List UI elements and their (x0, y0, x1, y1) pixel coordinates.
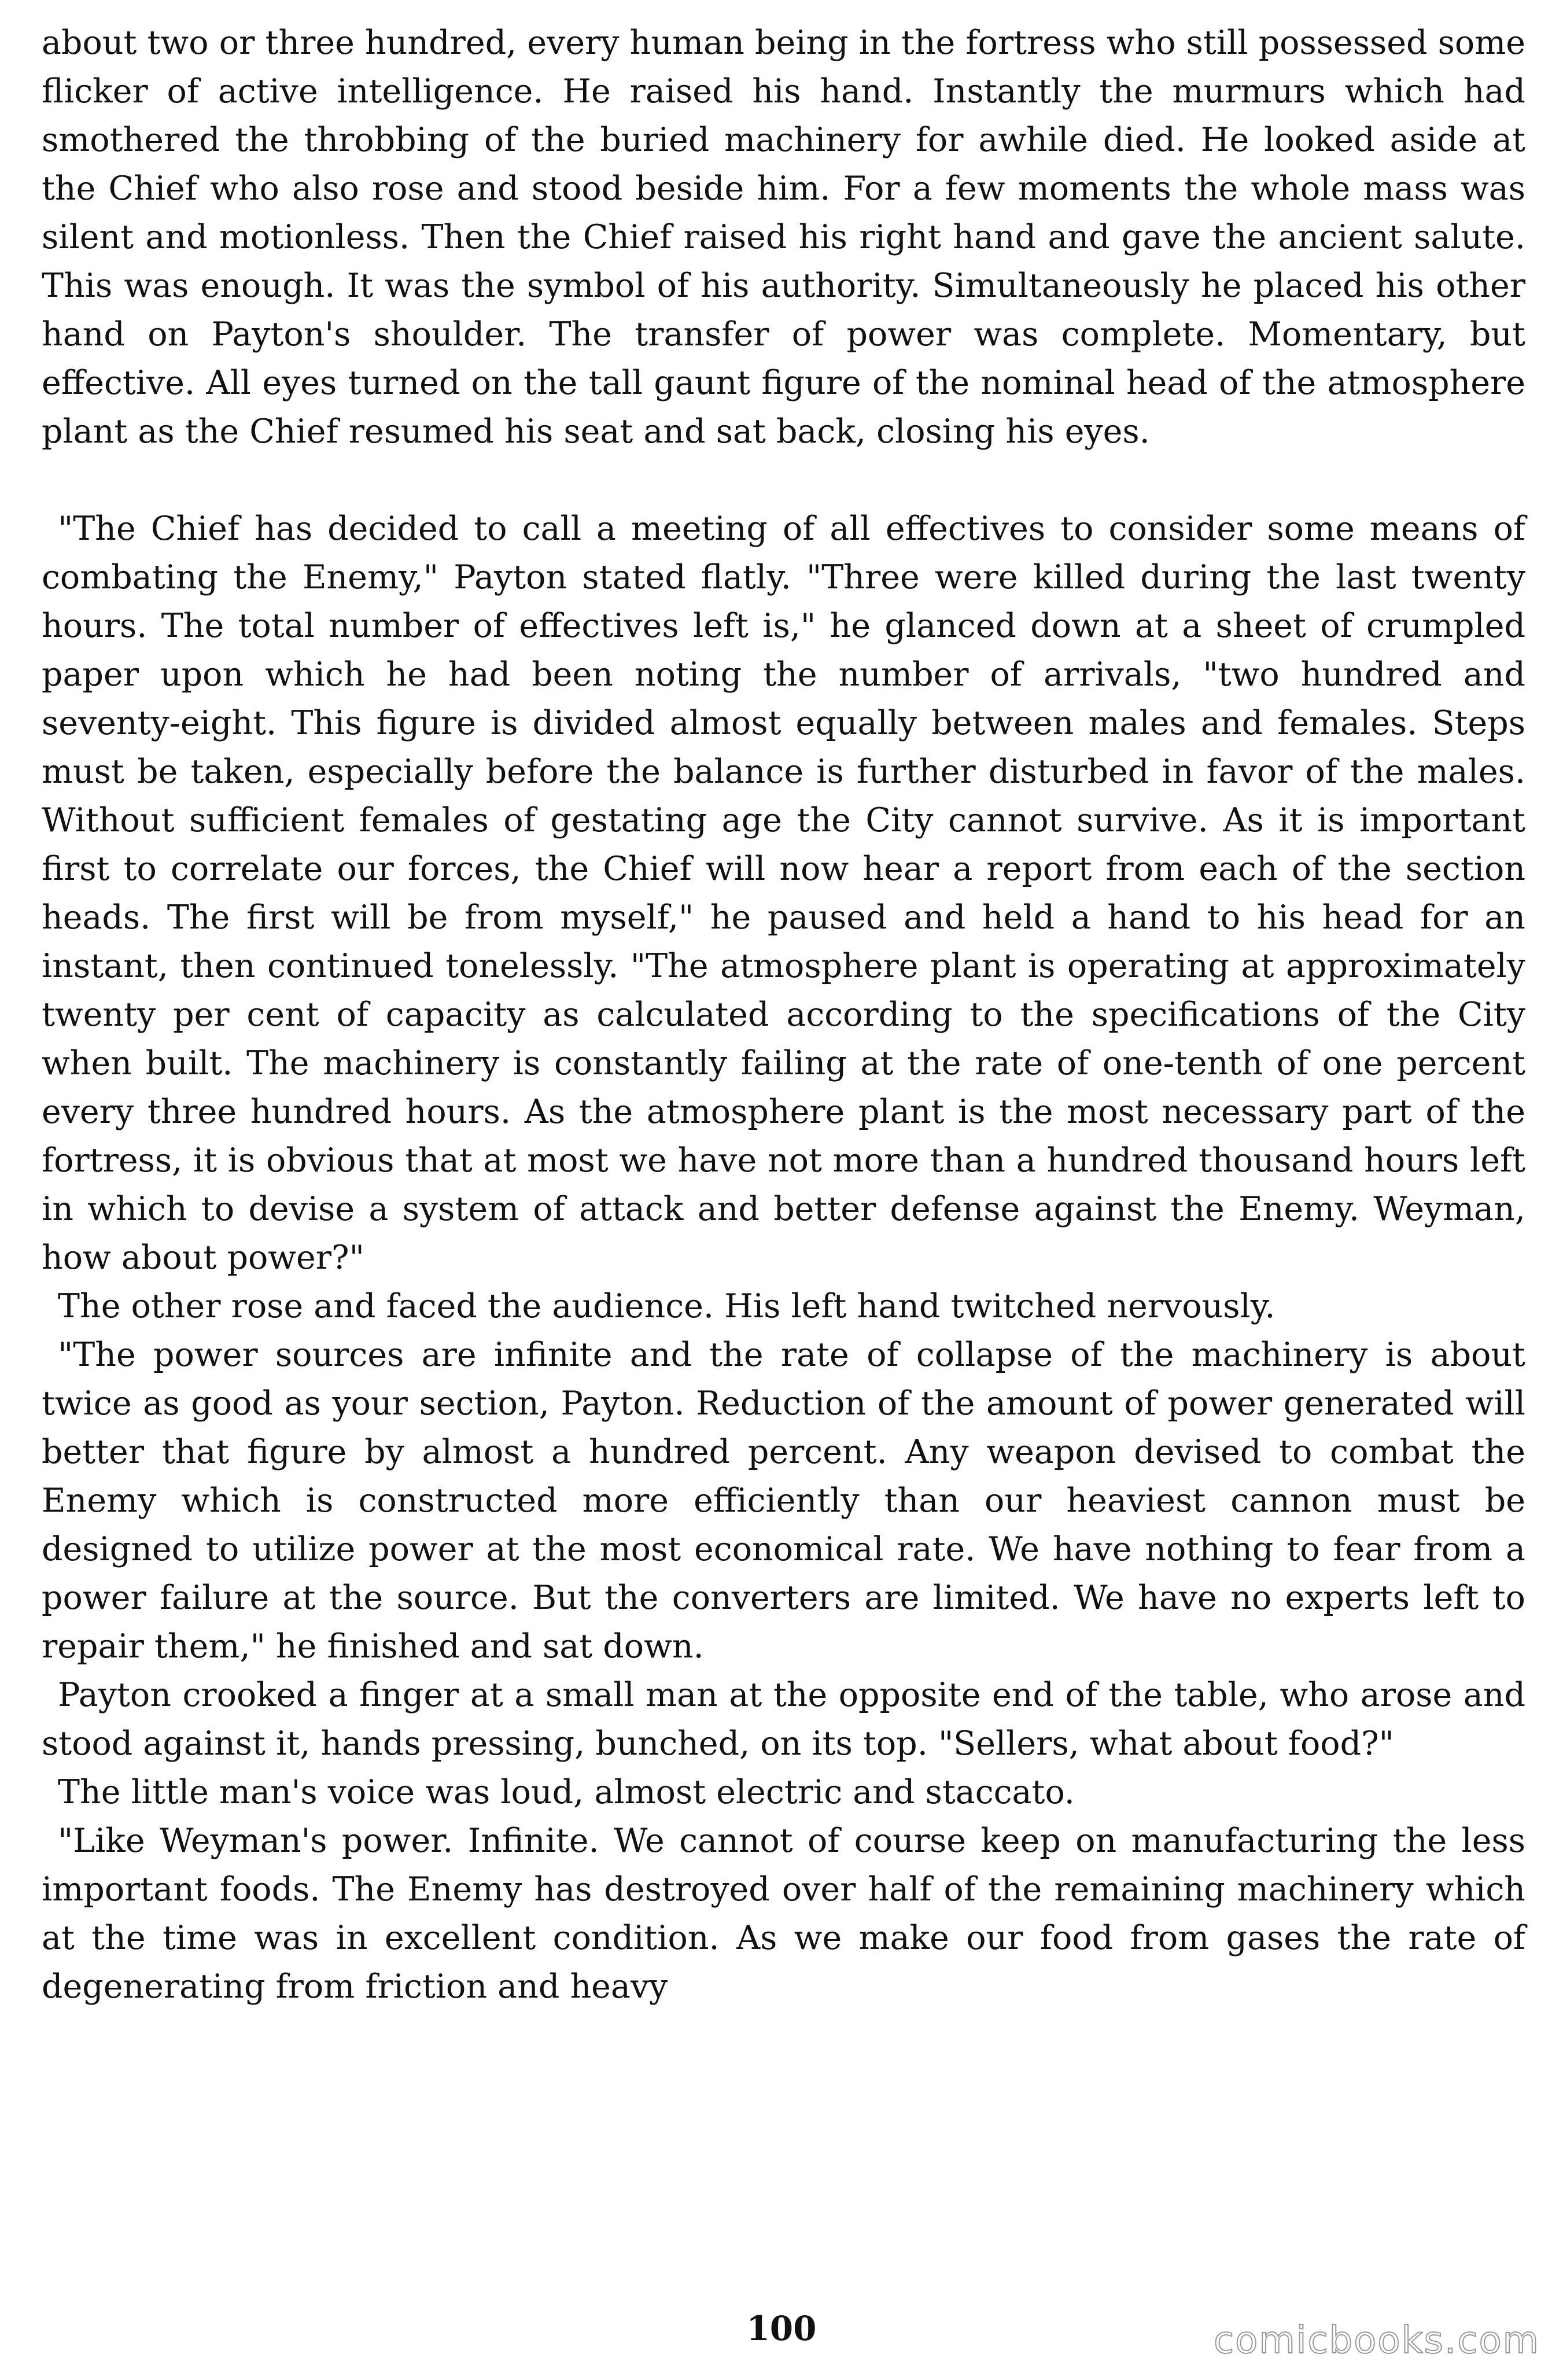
paragraph-4: "The power sources are infinite and the rate of collapse of the machinery is about twice as good as your section, Payton. Reduction of the amount of power generated will better that figure by almost a hundred percent. Any weapon devised to combat the Enemy which is constructed more efficiently than our heaviest cannon must be designed to utilize power at the most economical rate. We have nothing to fear from a power failure at the source. But the converters are limited. We have no experts left to repair them," he finished and sat down. (42, 1336, 1525, 1666)
watermark: comicbooks.com (1213, 2319, 1540, 2362)
paragraph-3: The other rose and faced the audience. His left hand twitched nervously. (58, 1287, 1276, 1325)
paragraph-6: The little man's voice was loud, almost electric and staccato. (58, 1773, 1075, 1811)
text-column (42, 19, 1525, 2011)
paragraph-7: "Like Weyman's power. Infinite. We cannot of course keep on manufacturing the less important foods. The Enemy has destroyed over half of the remaining machinery which at the time was in excellent condition. As we make our food from gases the rate of degenerating from friction and heavy (42, 1822, 1525, 2006)
paragraph-1: about two or three hundred, every human being in the fortress who still possessed some flicker of active intelligence. He raised his hand. Instantly the murmurs which had smothered the throbbing of the buried machinery for awhile died. He looked aside at the Chief who also rose and stood beside him. For a few moments the whole mass was silent and motionless. Then the Chief raised his right hand and gave the ancient salute. This was enough. It was the symbol of his authority. Simultaneously he placed his other hand on Payton's shoulder. The transfer of power was complete. Momentary, but effective. All eyes turned on the tall gaunt figure of the nominal head of the atmosphere plant as the Chief resumed his seat and sat back, closing his eyes. (42, 24, 1525, 451)
paragraph-2: "The Chief has decided to call a meeting of all effectives to consider some means of combating the Enemy," Payton stated flatly. "Three were killed during the last twenty hours. The total number of effectives left is," he glanced down at a sheet of crumpled paper upon which he had been noting the number of arrivals, "two hundred and seventy-eight. This figure is divided almost equally between males and females. Steps must be taken, especially before the balance is further disturbed in favor of the males. Without sufficient females of gestating age the City cannot survive. As it is important first to correlate our forces, the Chief will now hear a report from each of the section heads. The first will be from myself," he paused and held a hand to his head for an instant, then continued tonelessly. "The atmosphere plant is operating at approximately twenty per cent of capacity as calculated according to the specifications of the City when built. The machinery is constantly failing at the rate of one-tenth of one percent every three hundred hours. As the atmosphere plant is the most necessary part of the fortress, it is obvious that at most we have not more than a hundred thousand hours left in which to devise a system of attack and better defense against the Enemy. Weyman, how about power?" (42, 510, 1525, 1277)
page-number: 100 (746, 2309, 817, 2348)
paragraph-5: Payton crooked a finger at a small man at the opposite end of the table, who arose and stood against it, hands pressing, bunched, on its top. "Sellers, what about food?" (42, 1676, 1525, 1763)
